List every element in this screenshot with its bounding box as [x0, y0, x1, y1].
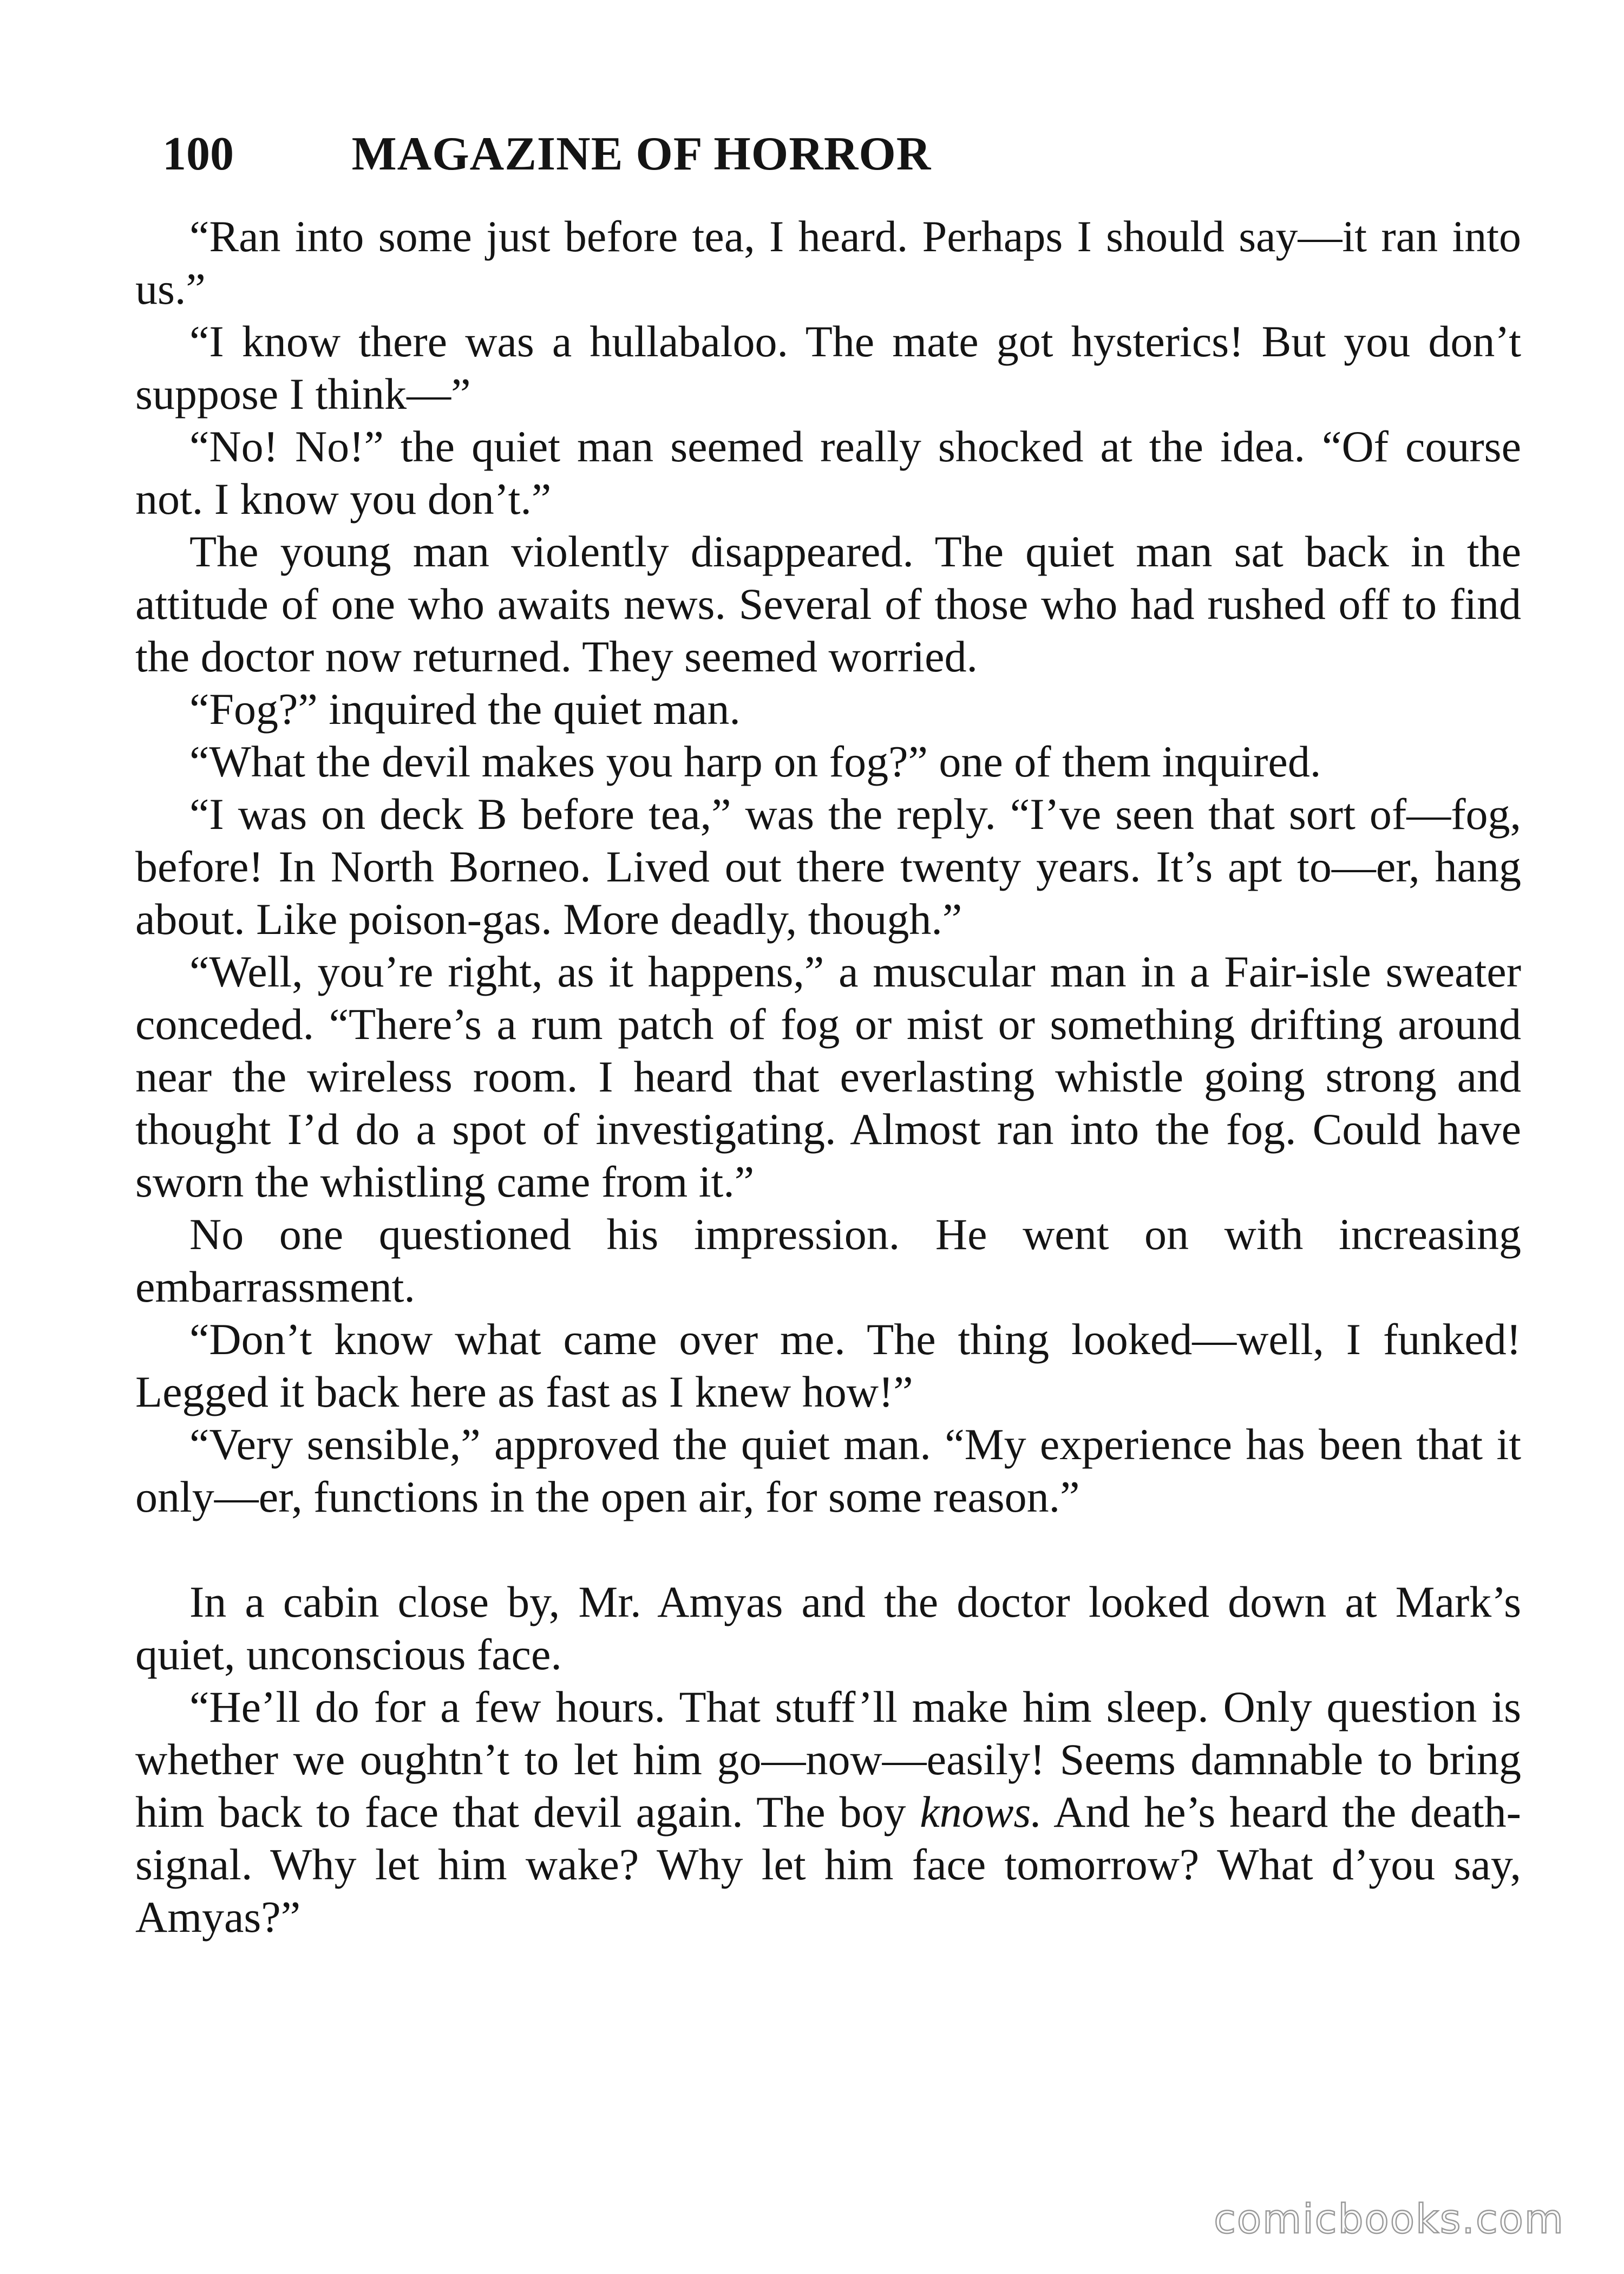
paragraph: “Don’t know what came over me. The thing looked—well, I funked! Legged it back here as fast as I knew how!” — [135, 1315, 1521, 1416]
page-header — [162, 125, 1121, 184]
paragraph — [135, 1681, 1521, 1943]
paragraph-text-start: “He’ll do for a few hours. That stuff’ll make him sleep. Only question is whether we oughtn’t to let him go—now—easily! Seems damnable to bring him back to face that devil again. The boy — [135, 1682, 1521, 1837]
section-start-paragraph: In a cabin close by, Mr. Amyas and the doctor looked down at Mark’s quiet, unconscious face. — [135, 1577, 1521, 1679]
story-text — [135, 210, 1521, 1943]
paragraph: “No! No!” the quiet man seemed really shocked at the idea. “Of course not. I know you don’t.” — [135, 422, 1521, 524]
paragraph: “Ran into some just before tea, I heard. Perhaps I should say—it ran into us.” — [135, 212, 1521, 313]
paragraph: “What the devil makes you harp on fog?” one of them inquired. — [189, 737, 1321, 786]
paragraph: “Fog?” inquired the quiet man. — [189, 684, 741, 734]
watermark: comicbooks.com — [1214, 2196, 1564, 2243]
paragraph: The young man violently disappeared. The quiet man sat back in the attitude of one who awaits news. Several of those who had rushed off to find the doctor now returned. They seemed worried. — [135, 527, 1521, 681]
paragraph: “Well, you’re right, as it happens,” a muscular man in a Fair-isle sweater conceded. “There’s a rum patch of fog or mist or something drifting around near the wireless room. I heard that everlasting whistle going strong and thought I’d do a spot of investigating. Almost ran into the fog. Could have sworn the whistling came from it.” — [135, 947, 1521, 1206]
page-number: 100 — [162, 128, 234, 180]
emphasized-word: knows. — [920, 1787, 1042, 1837]
running-title: MAGAZINE OF HORROR — [351, 128, 932, 180]
paragraph: “Very sensible,” approved the quiet man. “My experience has been that it only—er, functions in the open air, for some reason.” — [135, 1420, 1521, 1521]
paragraph: “I was on deck B before tea,” was the reply. “I’ve seen that sort of—fog, before! In North Borneo. Lived out there twenty years. It’s apt to—er, hang about. Like poison-gas. More deadly, though.” — [135, 789, 1521, 944]
paragraph-text-end: And he’s heard the death-signal. Why let him wake? Why let him face tomorrow? What d’you say, Amyas?” — [135, 1787, 1521, 1942]
paragraph: “I know there was a hullabaloo. The mate got hysterics! But you don’t suppose I think—” — [135, 317, 1521, 419]
paragraph: No one questioned his impression. He went on with increasing embarrassment. — [135, 1210, 1521, 1311]
